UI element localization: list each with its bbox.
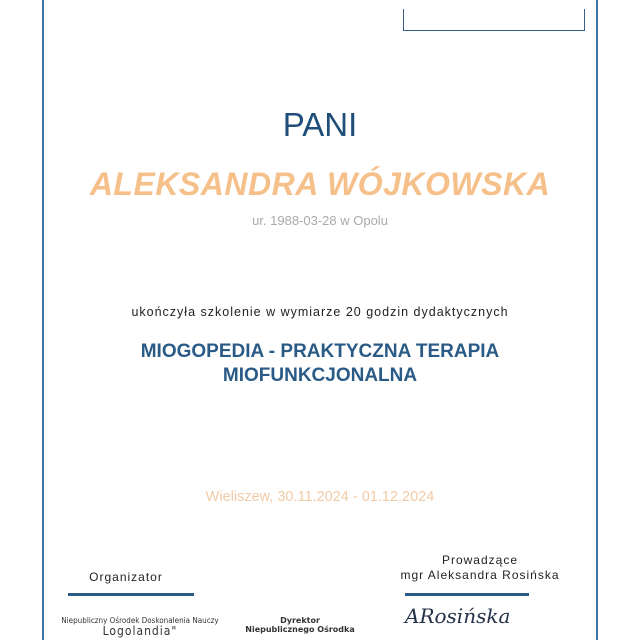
organizer-stamp-line1: Niepubliczny Ośrodek Doskonalenia Nauczy bbox=[61, 616, 219, 625]
lead-block bbox=[380, 553, 580, 583]
completion-text: ukończyła szkolenie w wymiarze 20 godzin dydaktycznych bbox=[131, 305, 509, 319]
lead-signature-line bbox=[405, 593, 529, 596]
course-title bbox=[44, 340, 596, 388]
salutation: PANI bbox=[282, 106, 358, 143]
frame-left-border bbox=[42, 0, 44, 640]
lead-signature: ARosińska bbox=[405, 604, 511, 628]
birth-info: ur. 1988-03-28 w Opolu bbox=[252, 213, 388, 228]
course-title-line2: MIOFUNKCJONALNA bbox=[222, 365, 418, 386]
recipient-name: ALEKSANDRA WÓJKOWSKA bbox=[89, 166, 551, 202]
top-number-box bbox=[403, 9, 585, 31]
director-stamp-line2: Niepublicznego Ośrodka bbox=[245, 625, 355, 634]
frame-right-border bbox=[596, 0, 598, 640]
organizer-signature-line bbox=[68, 593, 194, 596]
course-title-line1: MIOGOPEDIA - PRAKTYCZNA TERAPIA bbox=[140, 341, 500, 362]
lead-name: mgr Aleksandra Rosińska bbox=[400, 568, 560, 582]
director-stamp-line1: Dyrektor bbox=[280, 616, 320, 625]
organizer-label: Organizator bbox=[89, 570, 163, 584]
organizer-stamp-line2: Logolandia" bbox=[102, 624, 178, 638]
lead-label: Prowadzące bbox=[441, 553, 519, 567]
director-stamp bbox=[230, 616, 370, 634]
place-date: Wieliszew, 30.11.2024 - 01.12.2024 bbox=[205, 489, 435, 505]
organizer-stamp bbox=[50, 616, 230, 636]
